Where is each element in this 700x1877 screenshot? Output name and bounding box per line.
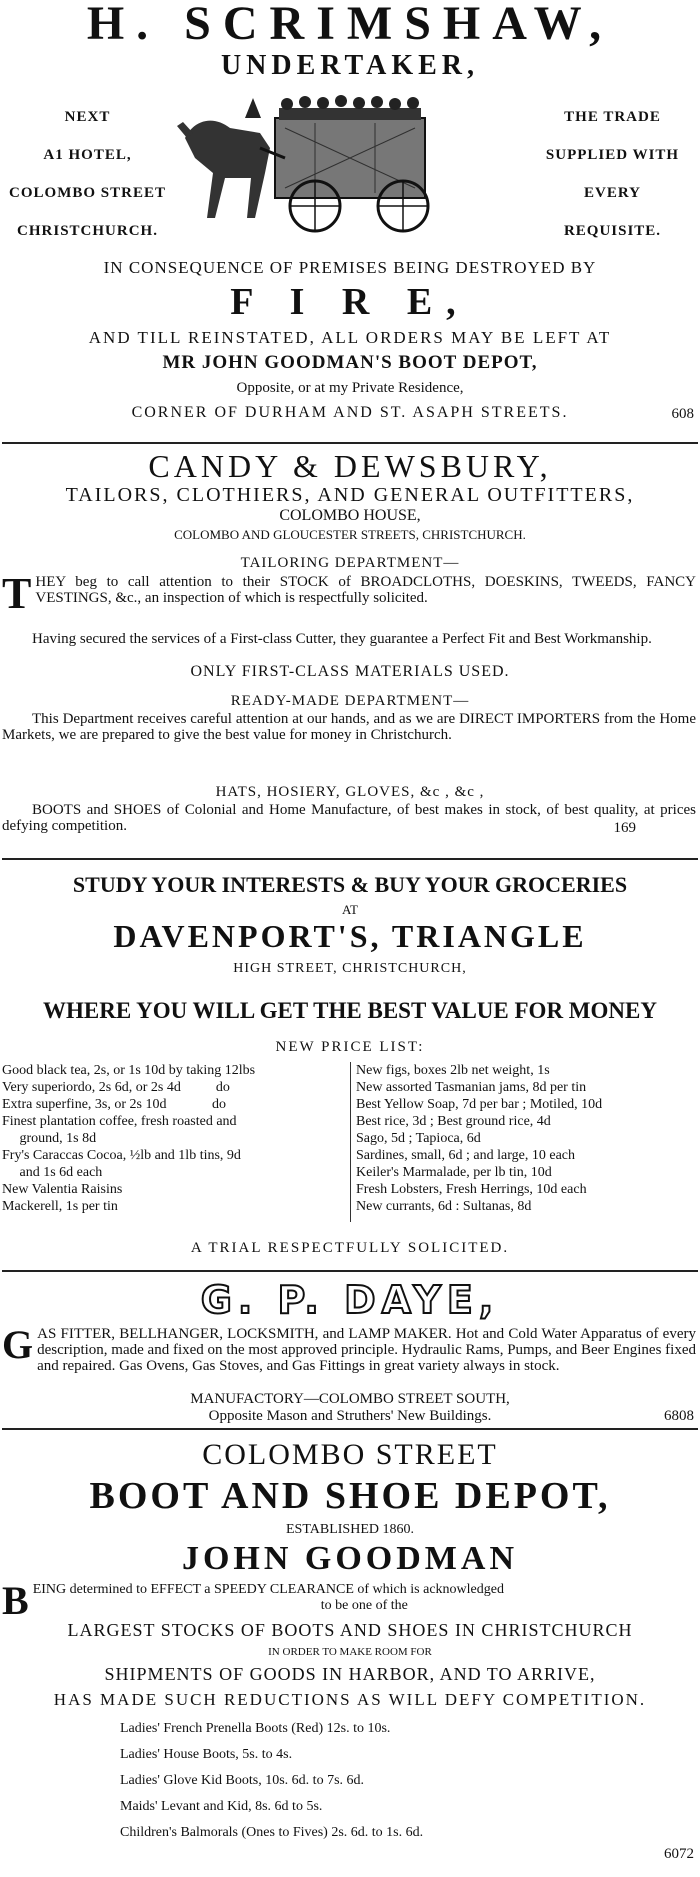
cutter-text: Having secured the services of a First-class Cutter, they guarantee a Perfect Fit and Best Workmanship.: [32, 631, 652, 647]
fire-notice-line-3: MR JOHN GOODMAN'S BOOT DEPOT,: [162, 352, 538, 373]
materials-line: ONLY FIRST-CLASS MATERIALS USED.: [190, 663, 510, 680]
right-item-1: New figs, boxes 2lb net weight, 1s: [356, 1063, 550, 1078]
goodman-item-5: Children's Balmorals (Ones to Fives) 2s. 6d. to 1s. 6d.: [120, 1825, 424, 1840]
scrimshaw-name: H. SCRIMSHAW,: [86, 0, 614, 50]
goodman-largest: LARGEST STOCKS OF BOOTS AND SHOES IN CHRISTCHURCH: [67, 1620, 633, 1640]
right-item-7: Keiler's Marmalade, per lb tin, 10d: [356, 1165, 552, 1180]
davenport-headline: STUDY YOUR INTERESTS & BUY YOUR GROCERIES: [72, 872, 628, 897]
goodman-street: COLOMBO STREET: [202, 1438, 498, 1471]
goodman-intro-line-1: EING determined to EFFECT a SPEEDY CLEARANCE of which is acknowledged: [32, 1582, 504, 1597]
left-item-5: ground, 1s 8d: [2, 1131, 97, 1146]
candy-trades: TAILORS, CLOTHIERS, AND GENERAL OUTFITTERS,: [65, 484, 635, 506]
tailoring-text: HEY beg to call attention to their STOCK of BROADCLOTHS, DOESKINS, TWEEDS, FANCY VESTINGS, &c., an inspection of which is respectfully solicited.: [35, 574, 696, 606]
right-line-3: EVERY: [584, 185, 641, 201]
daye-text: AS FITTER, BELLHANGER, LOCKSMITH, and LAMP MAKER. Hot and Cold Water Apparatus of every description, made and fixed on the most approved principle. Hydraulic Rams, Pumps, and Beer Engines fixed and repaired. Gas Ovens, Gas Stoves, and Gas Fittings in great variety always in stock.: [37, 1326, 696, 1374]
scrimshaw-advertisement: [0, 0, 700, 440]
goodman-established: ESTABLISHED 1860.: [286, 1522, 414, 1537]
hats-heading: HATS, HOSIERY, GLOVES, &c , &c ,: [215, 784, 485, 800]
daye-paragraph: [2, 1322, 696, 1374]
goodman-advertisement: [0, 1432, 700, 1877]
divider-3: [2, 1270, 698, 1272]
scrimshaw-address-left: [0, 98, 175, 250]
goodman-drop-cap: B: [2, 1578, 29, 1623]
right-item-3: Best Yellow Soap, 7d per bar ; Motiled, 10d: [356, 1097, 603, 1112]
scrimshaw-ref-number: 608: [671, 406, 694, 422]
davenport-at: AT: [342, 902, 358, 917]
divider-4: [2, 1428, 698, 1430]
tailoring-drop-cap: T: [2, 569, 32, 618]
trial-line: A TRIAL RESPECTFULLY SOLICITED.: [190, 1240, 510, 1256]
daye-factory: MANUFACTORY—COLOMBO STREET SOUTH,: [190, 1391, 510, 1407]
scrimshaw-trade: UNDERTAKER,: [220, 50, 480, 81]
readymade-text: This Department receives careful attention at our hands, and as we are DIRECT IMPORTERS from the Home Markets, we are prepared to give the best value for money in Christchurch.: [2, 711, 696, 743]
price-list-divider: [350, 1062, 351, 1222]
goodman-intro: [2, 1578, 696, 1623]
davenport-name: DAVENPORT'S, TRIANGLE: [113, 918, 587, 954]
left-item-8: New Valentia Raisins: [2, 1182, 123, 1197]
fire-notice-line-5: CORNER OF DURHAM AND ST. ASAPH STREETS.: [131, 404, 569, 421]
goodman-reductions: HAS MADE SUCH REDUCTIONS AS WILL DEFY COMPETITION.: [53, 1690, 647, 1709]
goodman-ref-number: 6072: [664, 1846, 694, 1862]
daye-ref-number: 6808: [664, 1408, 694, 1424]
davenport-address: HIGH STREET, CHRISTCHURCH,: [233, 961, 467, 976]
candy-dewsbury-advertisement: [0, 448, 700, 858]
tailoring-paragraph: [2, 569, 696, 618]
candy-name: CANDY & DEWSBURY,: [148, 448, 552, 484]
left-item-6: Fry's Caraccas Cocoa, ½lb and 1lb tins, 9d: [2, 1148, 241, 1163]
readymade-heading: READY-MADE DEPARTMENT—: [230, 693, 470, 709]
fire-notice-line-2: AND TILL REINSTATED, ALL ORDERS MAY BE LEFT AT: [88, 328, 612, 347]
right-line-4: REQUISITE.: [563, 223, 662, 239]
left-line-1: NEXT: [64, 109, 111, 125]
davenport-advertisement: [0, 866, 700, 1272]
price-list-heading: NEW PRICE LIST:: [275, 1039, 425, 1055]
daye-opposite: Opposite Mason and Struthers' New Buildings.: [208, 1408, 492, 1424]
davenport-value: WHERE YOU WILL GET THE BEST VALUE FOR MONEY: [43, 998, 657, 1023]
goodman-item-4: Maids' Levant and Kid, 8s. 6d to 5s.: [120, 1799, 323, 1814]
hearse-illustration: [175, 78, 445, 238]
goodman-shipments: SHIPMENTS OF GOODS IN HARBOR, AND TO ARRIVE,: [104, 1664, 596, 1684]
goodman-order: IN ORDER TO MAKE ROOM FOR: [268, 1646, 432, 1658]
left-item-4: Finest plantation coffee, fresh roasted and: [2, 1114, 237, 1129]
right-item-9: New currants, 6d : Sultanas, 8d: [356, 1199, 532, 1214]
candy-address: COLOMBO AND GLOUCESTER STREETS, CHRISTCHURCH.: [174, 527, 526, 542]
daye-name: G. P. DAYE,: [200, 1278, 500, 1322]
price-list-right: [356, 1062, 698, 1215]
goodman-item-3: Ladies' Glove Kid Boots, 10s. 6d. to 7s. 6d.: [120, 1773, 365, 1788]
goodman-intro-line-2: to be one of the: [320, 1598, 408, 1613]
fire-heading: F I R E,: [230, 281, 470, 323]
right-item-5: Sago, 5d ; Tapioca, 6d: [356, 1131, 481, 1146]
left-line-3: COLOMBO STREET: [9, 185, 166, 201]
goodman-item-2: Ladies' House Boots, 5s. to 4s.: [120, 1747, 293, 1762]
left-item-1: Good black tea, 2s, or 1s 10d by taking 12lbs: [2, 1063, 256, 1078]
left-item-2: Very superiordo, 2s 6d, or 2s 4d do: [2, 1080, 230, 1095]
boots-text: BOOTS and SHOES of Colonial and Home Manufacture, of best makes in stock, of best quality, at prices defying competition.: [2, 802, 696, 834]
right-item-2: New assorted Tasmanian jams, 8d per tin: [356, 1080, 587, 1095]
tailoring-heading: TAILORING DEPARTMENT—: [240, 555, 460, 571]
price-list: [0, 1062, 700, 1222]
left-line-2: A1 HOTEL,: [43, 147, 132, 163]
goodman-name: JOHN GOODMAN: [181, 1540, 519, 1577]
goodman-item-1: Ladies' French Prenella Boots (Red) 12s. to 10s.: [120, 1721, 391, 1736]
divider-1: [2, 442, 698, 444]
right-item-4: Best rice, 3d ; Best ground rice, 4d: [356, 1114, 551, 1129]
right-item-6: Sardines, small, 6d ; and large, 10 each: [356, 1148, 576, 1163]
right-line-1: THE TRADE: [564, 109, 661, 125]
daye-drop-cap: G: [2, 1322, 34, 1367]
daye-advertisement: [0, 1276, 700, 1426]
goodman-price-list: [120, 1716, 423, 1846]
right-line-2: SUPPLIED WITH: [545, 147, 680, 163]
price-list-left: [2, 1062, 346, 1215]
left-line-4: CHRISTCHURCH.: [17, 223, 158, 239]
candy-house: COLOMBO HOUSE,: [279, 507, 421, 524]
left-item-3: Extra superfine, 3s, or 2s 10d do: [2, 1097, 226, 1112]
goodman-depot: BOOT AND SHOE DEPOT,: [89, 1475, 611, 1517]
fire-notice-line-1: IN CONSEQUENCE OF PREMISES BEING DESTROYED BY: [103, 258, 597, 277]
candy-ref-number: 169: [613, 820, 636, 836]
right-item-8: Fresh Lobsters, Fresh Herrings, 10d each: [356, 1182, 587, 1197]
left-item-9: Mackerell, 1s per tin: [2, 1199, 118, 1214]
divider-2: [2, 858, 698, 860]
left-item-7: and 1s 6d each: [2, 1165, 103, 1180]
scrimshaw-trade-notice: [525, 98, 700, 250]
fire-notice-line-4: Opposite, or at my Private Residence,: [236, 380, 464, 396]
